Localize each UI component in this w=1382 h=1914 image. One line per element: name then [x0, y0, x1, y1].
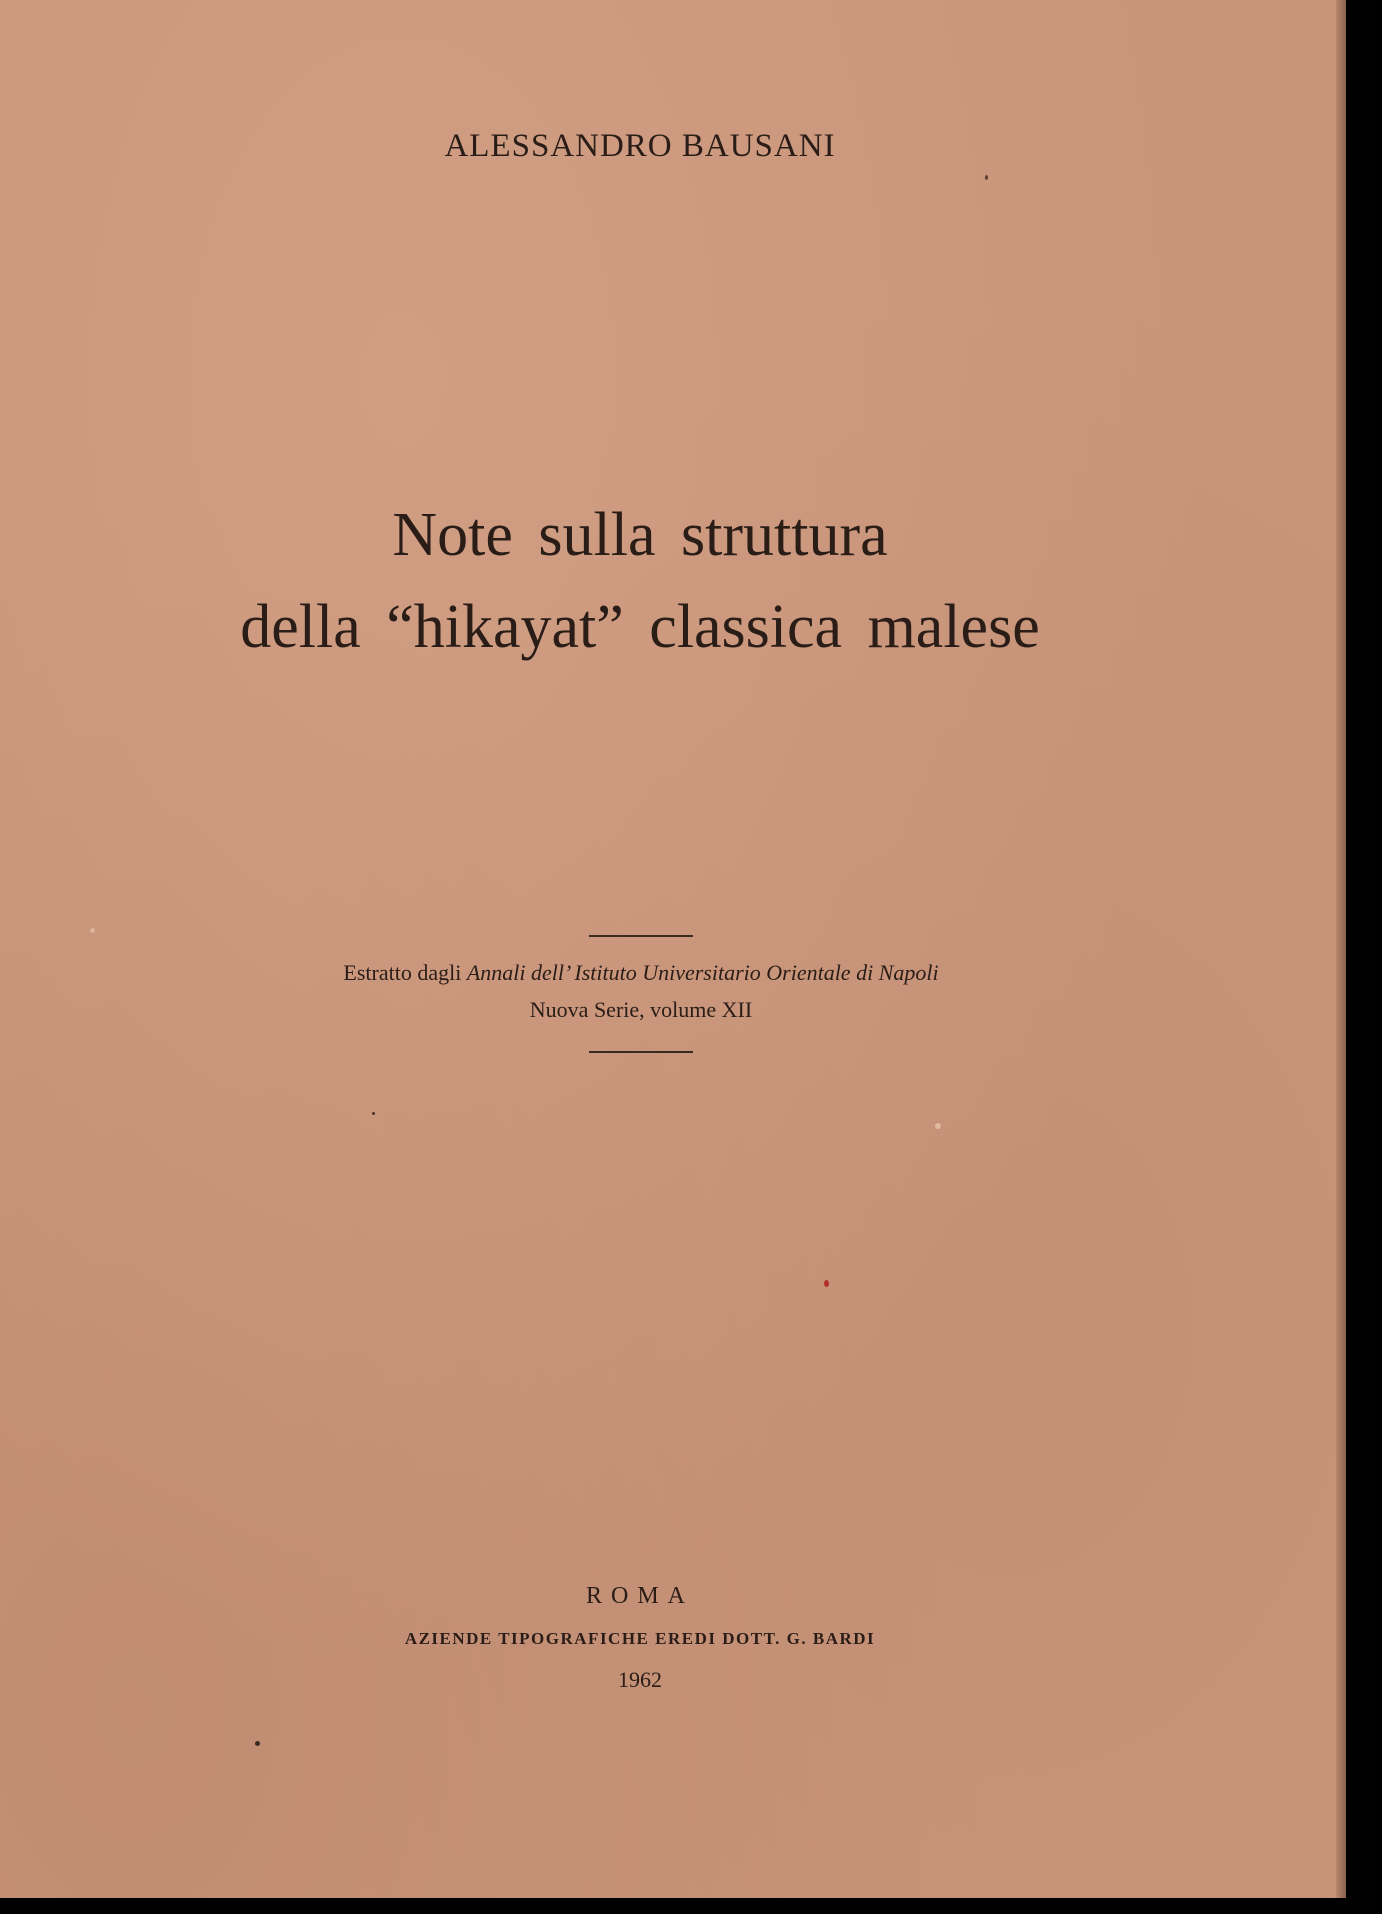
paper-speck — [90, 928, 95, 933]
publication-city: ROMA — [585, 1583, 694, 1609]
series-volume: Nuova Serie, volume XII — [529, 997, 753, 1022]
divider-top — [589, 935, 693, 937]
extract-prefix: Estratto dagli — [343, 960, 467, 985]
publisher-name: AZIENDE TIPOGRAFICHE EREDI DOTT. G. BARDI — [404, 1629, 876, 1648]
title-line-2: della “hikayat” classica malese — [240, 593, 1040, 661]
divider-bottom — [589, 1051, 693, 1053]
publication-year: 1962 — [618, 1667, 662, 1692]
cover-edge — [1336, 0, 1346, 1898]
paper-speck — [255, 1741, 260, 1746]
author-name: ALESSANDRO BAUSANI — [444, 128, 836, 164]
title-line-1: Note sulla struttura — [392, 501, 888, 569]
paper-speck — [824, 1280, 829, 1287]
paper-speck — [985, 175, 988, 180]
paper-speck — [372, 1112, 375, 1115]
journal-name: Annali dell’ Istituto Universitario Orientale di Napoli — [466, 960, 939, 985]
extract-note — [0, 960, 1282, 986]
paper-speck — [935, 1123, 941, 1129]
